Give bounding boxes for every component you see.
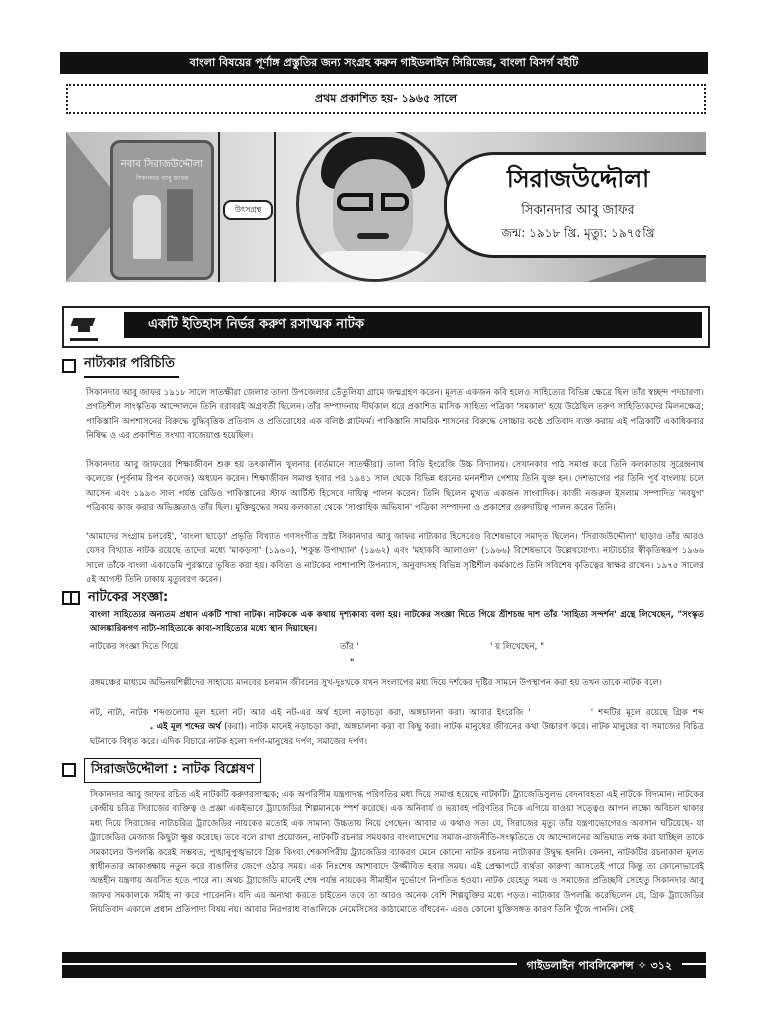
- definition-line-3: ": [350, 658, 355, 668]
- footer-page-info: গাইডলাইন পাবলিকেশন্স ✧ ৩১২: [517, 955, 682, 978]
- main-heading: একটি ইতিহাস নির্ভর করুণ রসাত্মক নাটক: [124, 312, 702, 338]
- drama-title: সিরাজউদ্দৌলা: [506, 165, 650, 193]
- book-cover-pillar: [167, 189, 193, 261]
- definition-line-2-a: নাটকের সংজ্ঞা দিতে গিয়ে: [90, 642, 179, 652]
- definition-line-5-b: ' শব্দটির মূলে রয়েছে গ্রিক শব্দ: [590, 708, 704, 718]
- definition-line-5-d: (করা)। নাটক মানেই নড়াচড়া করা, অঙ্গচালনা করা বা কিছু করা। নাটক মানুষের জীবনের কথা উচ্চারণ করে। নাটক মানুষের বা সমাজের বিচিত্র ঘটনাকে বিধৃত করে। এদিক বিচারে নাটক হলো দর্পণ-মানুষের দর্পণ, সমাজের দর্পণ।: [90, 722, 705, 747]
- definition-line-2-b: তাঁর ': [340, 642, 359, 652]
- graduation-cap-icon: [70, 314, 98, 341]
- portrait-moustache: [357, 233, 389, 239]
- title-card: [444, 152, 706, 258]
- section-heading-analysis: [62, 760, 261, 780]
- section-title: সিরাজউদ্দৌলা : নাটক বিশ্লেষণ: [84, 758, 261, 783]
- section-heading-definition: [62, 588, 168, 608]
- author-portrait: [296, 132, 452, 282]
- portrait-shirt: [313, 251, 435, 282]
- section-title: নাটকের সংজ্ঞা:: [88, 589, 169, 605]
- intro-paragraph-1: সিকানদার আবু জাফর ১৯১৮ সালে সাতক্ষীরা জেলার তালা উপজেলার তেঁতুলিয়া গ্রামে জন্মগ্রহণ করেন। মূলত একজন কবি হলেও সাহিত্যের বিভিন্ন ক্ষেত্রে ছিল তাঁর স্বচ্ছন্দ পদচারণা। প্রগতিশীল সাংস্কৃতিক আন্দোলনে তিনি বরাবরই অগ্রবর্তী ছিলেন। তাঁর সম্পাদনায় দীর্ঘকাল ধরে প্রকাশিত মাসিক সাহিত্য পত্রিকা 'সমকাল' হয়ে উঠেছিল তরুণ সাহিত্যিকদের মিলনক্ষেত্র; পাকিস্তানি অপশাসনের বিরুদ্ধে বুদ্ধিবৃত্তিক প্রতিবাদ ও প্রতিরোধের এক বলিষ্ঠ প্লাটফর্ম। পাকিস্তানি সামরিক শাসনের বিরুদ্ধে সোচ্চার কণ্ঠে প্রতিবাদ ব্যক্ত করায় এই পত্রিকাটি একাধিকবার নিষিদ্ধ ও এর প্রকাশিত সংখ্যা বাজেয়াপ্ত হয়েছিল।: [86, 388, 705, 442]
- book-icon: [62, 591, 80, 605]
- source-book-tag: উৎসগ্রন্থ: [223, 200, 273, 220]
- checkbox-icon: [62, 359, 76, 373]
- hero-banner: [66, 132, 706, 282]
- book-cover-title: নবাব সিরাজউদ্দৌলা: [120, 159, 204, 170]
- checkbox-icon: [62, 763, 76, 777]
- portrait-glasses: [337, 193, 409, 211]
- author-dates: জন্ম: ১৯১৮ খ্রি. মৃত্যু: ১৯৭৫খ্রি: [501, 226, 655, 240]
- top-banner: বাংলা বিষয়ের পূর্ণাঙ্গ প্রস্তুতির জন্য সংগ্রহ করুন গাইডলাইন সিরিজের, বাংলা বিসর্গ বইটি: [60, 52, 708, 74]
- main-heading-box: [62, 306, 710, 348]
- author-name: সিকানদার আবু জাফর: [521, 203, 635, 218]
- intro-paragraph-3: 'আমাদের সংগ্রাম চলবেই', 'বাংলা ছাড়ো' প্রভৃতি বিখ্যাত গণসংগীত স্রষ্টা সিকানদার আবু জাফর নাট্যকার হিসেবেও বিশেষভাবে সমাদৃত ছিলেন। 'সিরাজউদ্দৌলা' ছাড়াও তাঁর আরও যেসব বিখ্যাত নাটক রয়েছে তাদের মধ্যে 'মাকড়সা' (১৯৬০), 'শকুন্ত উপাখ্যান' (১৯৬২) এবং 'মহাকবি আলাওল' (১৯৬৬) বিশেষভাবে উল্লেখযোগ্য। নাট্যচর্চার স্বীকৃতিস্বরূপ ১৯৬৬ সালে তাঁকে বাংলা একাডেমি পুরস্কারে ভূষিত করা হয়। কবিতা ও নাটকের পাশাপাশি উপন্যাস, অনুবাদসহ বিভিন্ন সৃষ্টিশীল কর্মকাণ্ডে তিনি সবিশেষ কৃতিত্বের স্বাক্ষর রাখেন। ১৯৭৫ সালের ৫ই আগস্ট তিনি ঢাকায় মৃত্যুবরণ করেন।: [86, 532, 705, 586]
- book-cover-figure: [133, 195, 161, 259]
- definition-line-4: রঙ্গমঞ্চের মাধ্যমে অভিনয়শিল্পীদের সাহায্যে মানবের চলমান জীবনের সুখ-দুঃখকে যখন সংলাপের মধ্য দিয়ে দর্শকের দৃষ্টির সামনে উপস্থাপন করা হয় তখন তাকে নাটক বলে।: [90, 678, 662, 688]
- definition-line-1: বাংলা সাহিত্যের অন্যতম প্রধান একটি শাখা নাটক। নাটককে এক কথায় দৃশ্যকাব্য বলা হয়। নাটকের সংজ্ঞা দিতে গিয়ে শ্রীশচন্দ্র দাশ তাঁর 'সাহিত্য সন্দর্শন' গ্রন্থে লিখেছেন, "সংস্কৃত আলঙ্কারিকগণ নাট্য-সাহিত্যকে কাব্য-সাহিত্যের মধ্যে স্থান দিয়াছেন।: [90, 610, 704, 635]
- divider: [274, 132, 276, 282]
- definition-line-5: [90, 706, 704, 749]
- definition-line-2: [90, 640, 704, 654]
- book-cover-subtitle: সিকানদার আবু জাফর: [135, 175, 189, 182]
- intro-paragraph-2: সিকানদার আবু জাফরের শিক্ষাজীবন শুরু হয় তৎকালীন খুলনার (বর্তমানে সাতক্ষীরা) তালা বিডি ইংরেজি উচ্চ বিদ্যালয়। সেখানকার পাঠ সমাপ্ত করে তিনি কলকাতায় সুরেন্দ্রনাথ কলেজে (পূর্বনাম রিপন কলেজ) অধ্যয়ন করেন। শিক্ষাজীবন সমাপ্ত হবার পর ১৯৪১ সাল থেকে বিভিন্ন ধরনের মননশীল পেশায় তিনি যুক্ত হন। দেশভাগের পর তিনি পূর্ব বাংলায় চলে আসেন এবং ১৯৯৩ সাল পর্যন্ত রেডিও পাকিস্তানের স্টাফ আর্টিস্ট হিসেবে দায়িত্ব পালন করেন। তিনি ছিলেন মুখ্যত একজন সাংবাদিক। কাজী নজরুল ইসলাম সম্পাদিত 'নবযুগ' পত্রিকায় কাজ করার অভিজ্ঞতাও তাঁর ছিল। মুক্তিযুদ্ধের সময় কলকাতা থেকে 'সাপ্তাহিক অভিযান' পত্রিকা সম্পাদনা ও প্রকাশের গুরুদায়িত্ব পালন করেন তিনি।: [86, 460, 704, 514]
- section-heading-intro: [62, 356, 179, 376]
- definition-line-2-c: ' য় লিখেছেন, ": [490, 642, 545, 652]
- book-cover-image: [110, 140, 214, 280]
- footer-bar: [62, 952, 706, 978]
- definition-line-5-c: . এই মূল শব্দের অর্থ: [150, 722, 221, 733]
- publication-note: প্রথম প্রকাশিত হয়- ১৯৬৫ সালে: [66, 84, 706, 114]
- definition-line-5-a: নট, নাট্য, নাটক শব্দগুলোর মূল হলো নট। আর এই নট-এর অর্থ হলো নড়াচড়া করা, অঙ্গচালনা করা। আবার ইংরেজি ': [90, 708, 531, 718]
- section-title: নাট্যকার পরিচিতি: [84, 354, 179, 378]
- divider: [218, 132, 220, 282]
- analysis-paragraph: সিকানদার আবু জাফর রচিত এই নাটকটি করুণরসাত্মক; এক অপরিসীম যন্ত্রণাদগ্ধ পরিণতির মধ্য দিয়ে সমাপ্ত হয়েছে নাটকটি। ট্র্যাজেডিসুলভ বেদনাবহতা এই নাটকে বিদ্যমান। নাটকের কেন্দ্রীয় চরিত্র সিরাজের ব্যক্তিত্ব ও প্রজ্ঞা একইভাবে ট্র্যাজেডির শিল্পমানকে স্পর্শ করেছে। এক অনিবার্য ও ভয়াবহ পরিণতির দিকে এগিয়ে যাওয়া সত্ত্বেও আপন লক্ষ্যে অবিচল থাকার মধ্য দিয়ে সিরাজের নাট্যচরিত্র ট্র্যাজেডির নায়কের মতোই এক সামান্য উচ্চতায় নিয়ে গেছেন। আবার এ কথাও সত্য যে, সিরাজের মৃত্যু তাঁর যন্ত্রণাভোগেরও অবসান ঘটিয়েছে- যা ট্র্যাজেডির মেজাজ কিছুটা ক্ষুণ্ণ করেছে। তবে বলে রাখা প্রয়োজন, নাটকটি রচনার সময়কার বাংলাদেশের সমাজ-রাজনীতি-সংস্কৃতিতে যে আন্দোলনের অভিঘাত লক্ষ করা যাচ্ছিল তাকে সমকালের উপলব্ধি করেই সম্ভবত, পুঙ্খানুপুঙ্খভাবে গ্রিক কিংবা শেকসপিরীয় ট্র্যাজেডির ব্যাকরণ মেনে কোনো নাটক রচনায় নাট্যকার উদ্বুদ্ধ হননি। কেননা, নাটকটির রচনাকাল মূলত স্বাধীনতার আকাঙ্ক্ষায় নতুন করে বাঙালির জেগে ওঠার সময়। এক নিঃশেষ আশাবাদে উজ্জীবিত হবার সময়। এই প্রেক্ষাপটে ব্যর্থতা কারুণ্য আসতেই পারে কিন্তু তা কোনোভাবেই অন্তহীন যন্ত্রণায় অবসিত হতে পারে না। অথচ ট্র্যাজেডি মানেই শেষ পর্যন্ত নায়কের সীমাহীন দুর্ভোগে নিপতিত হওয়া। নাটক যেহেতু সময় ও সমাজের প্রতিচ্ছবি সেহেতু সিকানদার আবু জাফর সমকালকে সমীহ না করে পারেননি। যদি এর অন্যথা করতে চাইতেন তবে তা আরও অনেক বেশি শিল্পযুক্তির মধ্যে পড়ত। নাট্যকার উপলব্ধি করেছিলেন যে, গ্রিক ট্র্যাজেডির নিয়তিবাদ একালে প্রধান প্রতিপাদ্য বিষয় নয়। আবার নিরপরাধ বাঙালিকে নেমেসিসের কাঠামোতে বাঁধবেন- এরও কোনো যুক্তিসঙ্গত কারণ তিনি খুঁজে পাননি। সেই: [90, 790, 704, 916]
